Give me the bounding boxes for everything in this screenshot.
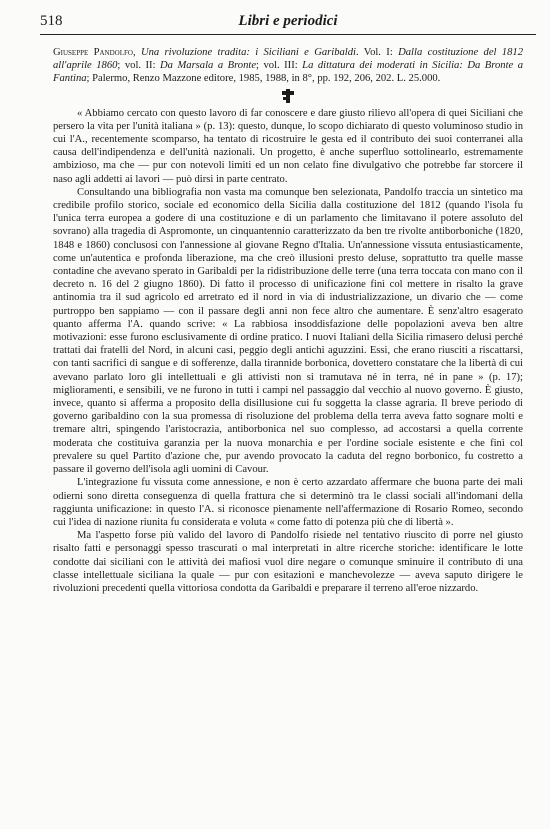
page-header [40,12,536,35]
paragraph-1: « Abbiamo cercato con questo lavoro di far conoscere e dare giusto rilievo all'opera di quei Siciliani che persero la vita per l'unità italiana » (p. 13): questo, dunque, lo scopo dichiarato di questo voluminoso studio in cui l'A., recentemente scomparso, ha tentato di ricostruire le gesta ed il contributo dei suoi conterranei alla causa dell'indipendenza e dell'unità nazionali. Un progetto, è anche superfluo sottolinearlo, estremamente ambizioso, ma che — pur con notevoli limiti ed un non celato fine divulgativo che potrebbe far storcere il naso agli addetti ai lavori — può dirsi in parte centrato. [53,107,523,185]
volume-3-label: vol. III: [263,60,298,72]
paragraph-4: Ma l'aspetto forse più valido del lavoro di Pandolfo risiede nel tentativo riuscito di porre nel giusto risalto fatti e personaggi spesso trascurati o mal interpretati in altre ricerche storiche: identificare le lotte condotte dai siciliani con le attività dei mafiosi vuol dire negare o comunque sminuire il contributo di una classe intellettuale siciliana la quale — pur con esitazioni e manchevolezze — aveva saputo dirigere le rivoluzioni precedenti quella vittoriosa condotta da Garibaldi e preparare il terreno all'eroe nizzardo. [53,530,523,594]
paragraph-3: L'integrazione fu vissuta come annessione, e non è certo azzardato affermare che buona parte dei mali odierni sono diretta conseguenza di quella frattura che si determinò tra le classi sociali all'indomani della raggiunta unificazione: in questo l'A. si riconosce pienamente nell'affermazione di Rosario Romeo, secondo cui l'idea di nazione riunita fu considerata e voluta « come fatto di potenza più che di libertà ». [53,477,523,528]
bibliographic-entry: Giuseppe Pandolfo, Una rivoluzione tradita: i Siciliani e Garibaldi. Vol. I: Dalla costituzione del 1812 all'aprile 1860; vol. II: Da Marsala a Bronte; vol. III: La dittatura dei moderati in Sicilia: Da Bronte a Fantina; Palermo, Renzo Mazzone editore, 1985, 1988, in 8°, pp. 192, 206, 202. L. 25.000. [53,47,523,85]
volume-1-title: Dalla costituzione del 1812 all'aprile 1860 [53,47,523,72]
volume-2-label: vol. II: [124,60,156,72]
page-number: 518 [40,13,63,29]
volume-2-title: Da Marsala a Bronte [160,60,257,72]
fleuron-icon [280,89,296,104]
volume-1-label: Vol. I: [363,47,393,58]
running-title: Libri e periodici [238,13,338,29]
book-author: Giuseppe Pandolfo [53,47,133,58]
review-body [53,46,523,595]
book-title: Una rivoluzione tradita: i Siciliani e Garibaldi [140,47,356,58]
paragraph-2: Consultando una bibliografia non vasta ma comunque ben selezionata, Pandolfo traccia un sintetico ma credibile profilo storico, sociale ed economico della Sicilia dalla costituzione del 1812 (quando l'isola fu l'unica terra europea a godere di una costituzione e di un parlamento che limitavano il potere assoluto del sovrano) alla tragedia di Aspromonte, un cinquantennio caratterizzato da ben tre rivolte antiborboniche (1820, 1848 e 1860) conclusosi con l'annessione al giovane Regno d'Italia. Un'annessione vissuta entusiasticamente, come un'autentica e profonda liberazione, ma che creò illusioni presto deluse, soprattutto tra quelle masse contadine che avevano sperato in Garibaldi per la ridistribuzione delle terre (una terra toccata con mano con il decreto n. 16 del 2 giugno 1860). Di fatto il processo di unificazione finì col mettere in risalto la grave antinomia tra il sud agricolo ed arretrato ed il nord in via di industrializzazione, un divario che — come purtroppo ben sappiamo — con il passare degli anni non fece altro che aumentare. È senz'altro esagerato quanto afferma l'A. quando scrive: « La rabbiosa insoddisfazione delle popolazioni aveva ben altre motivazioni: esse furono esclusivamente di ordine pratico. I nuovi Italiani della Sicilia rimasero delusi perché trattati dai fratelli del Nord, in alcuni casi, peggio degli antichi aguzzini. Essi, che erano riusciti a riscattarsi, con tanti sacrifici di sangue e di sofferenze, dalla tirannide borbonica, dovettero constatare che la libertà di cui avevano parlato loro gli intellettuali e gli attivisti non si tramutava né in terra, né in pane » (p. 17); miglioramenti, e sensibili, ve ne furono in tutti i campi nel passaggio dal vecchio al nuovo governo. È giusto, invece, quanto si afferma a proposito della disillusione cui fu soggetta la classe agraria. Il breve periodo di governo garibaldino con la sua promessa di risoluzione del problema della terra aveva fatto sognare molti e tremare altri, spingendo l'aristocrazia, antiborbonica nel suo complesso, ad accostarsi a quella corrente moderata che costituiva garanzia per la nuova monarchia e per l'ordine sociale esistente e che finì col prevalere su quel Partito d'azione che, pur avendo provocato la caduta del regno borbonico, fu costretto a passare il governo dell'isola agli uomini di Cavour. [53,186,523,476]
publisher-info: Palermo, Renzo Mazzone editore, 1985, 1988, in 8°, pp. 192, 206, 202. L. 25.000. [92,73,441,85]
volume-3-title: La dittatura dei moderati in Sicilia: Da Bronte a Fantina [53,60,523,85]
section-ornament [53,89,523,105]
